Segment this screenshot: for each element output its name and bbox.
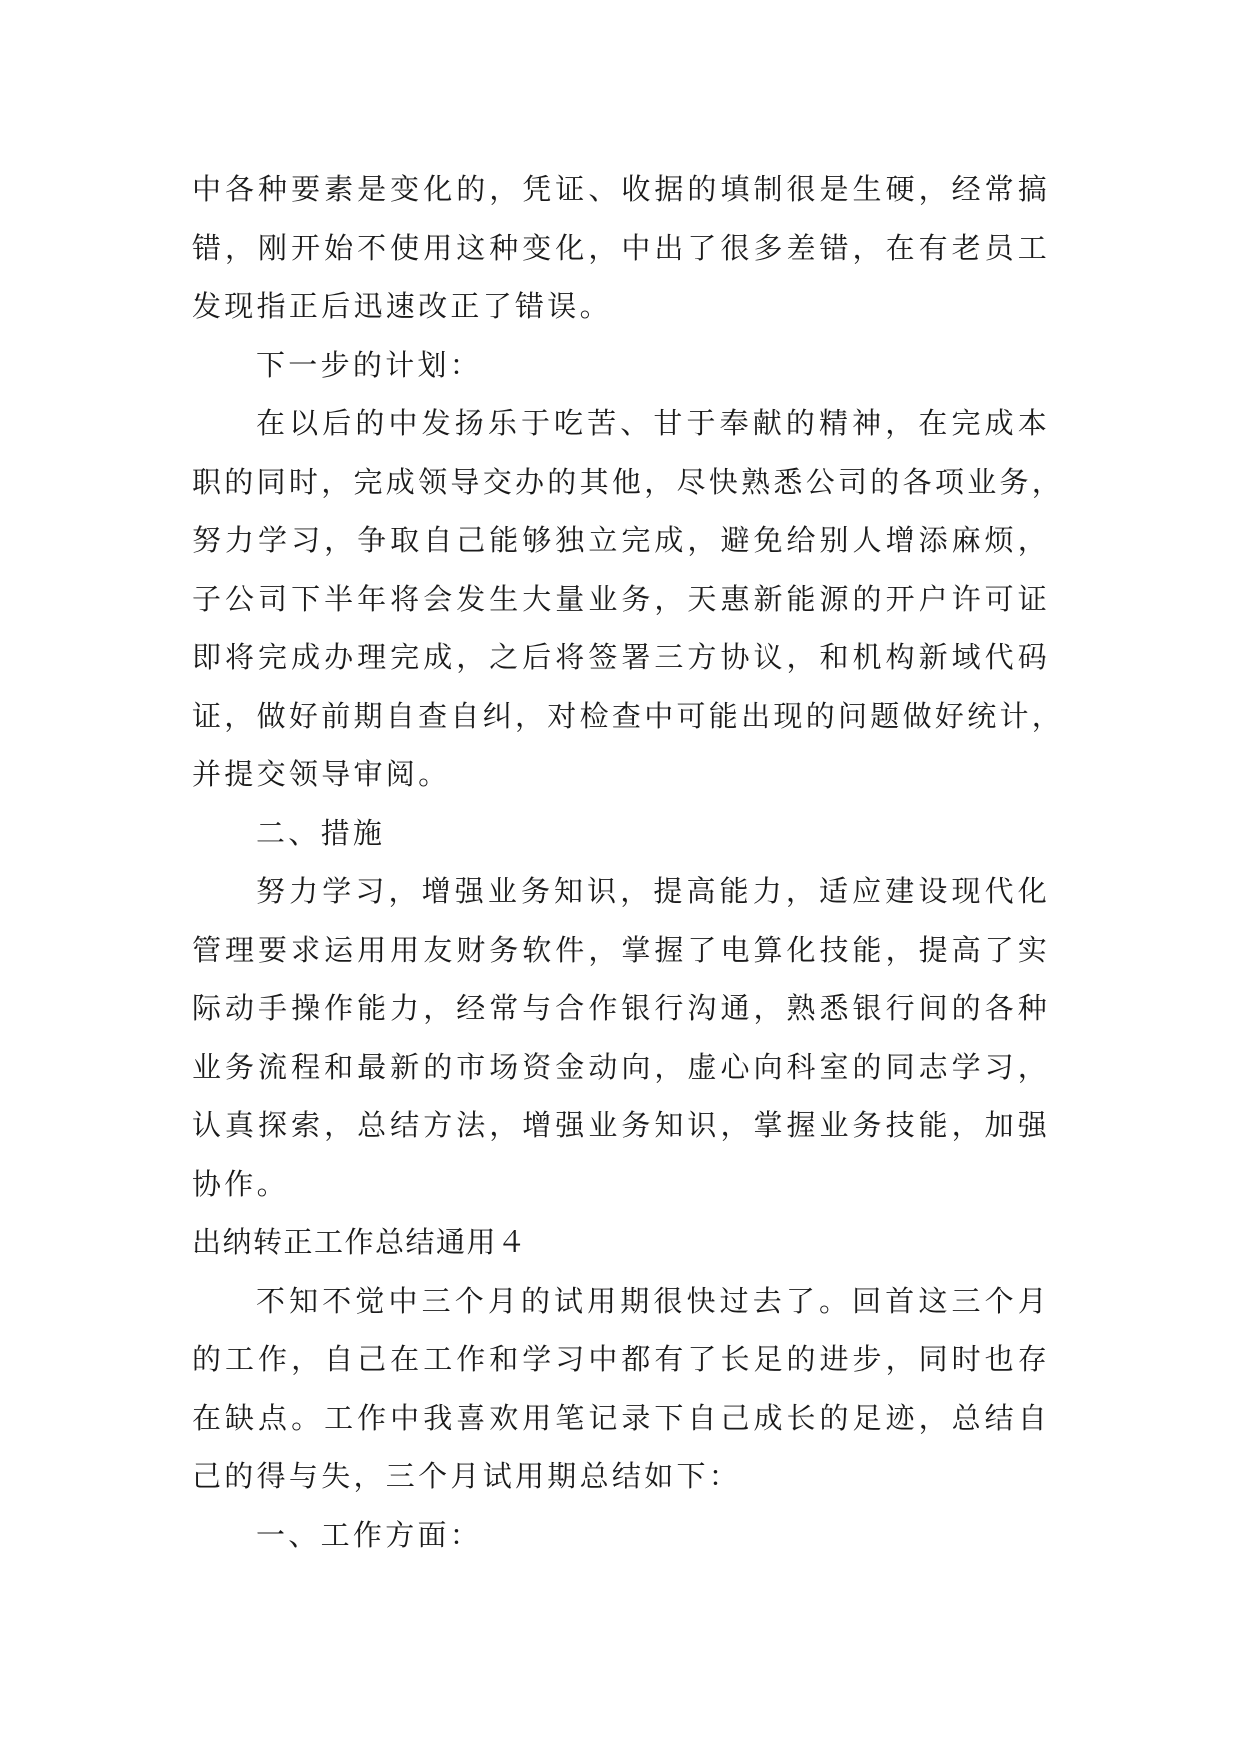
paragraph-line: 际动手操作能力，经常与合作银行沟通，熟悉银行间的各种: [192, 991, 1050, 1025]
section-heading-measures: 二、措施: [256, 815, 386, 850]
article-title: 出纳转正工作总结通用４: [192, 1225, 528, 1259]
section-heading-work: 一、工作方面：: [256, 1517, 483, 1552]
section-heading-next-plan: 下一步的计划：: [256, 347, 483, 382]
paragraph-line: 业务流程和最新的市场资金动向，虚心向科室的同志学习，: [192, 1049, 1050, 1084]
paragraph-line: 发现指正后迅速改正了错误。: [192, 289, 612, 323]
paragraph-line: 努力学习，增强业务知识，提高能力，适应建设现代化: [256, 874, 1050, 908]
paragraph-line: 己的得与失，三个月试用期总结如下：: [192, 1459, 742, 1493]
paragraph-line: 证，做好前期自查自纠，对检查中可能出现的问题做好统计，: [192, 698, 1065, 733]
paragraph-line: 努力学习，争取自己能够独立完成，避免给别人增添麻烦，: [192, 523, 1050, 557]
paragraph-line: 并提交领导审阅。: [192, 757, 451, 791]
paragraph-line: 在缺点。工作中我喜欢用笔记录下自己成长的足迹，总结自: [192, 1400, 1050, 1435]
paragraph-line: 协作。: [192, 1166, 289, 1201]
paragraph-line: 认真探索，总结方法，增强业务知识，掌握业务技能，加强: [192, 1108, 1050, 1142]
paragraph-line: 在以后的中发扬乐于吃苦、甘于奉献的精神，在完成本: [256, 406, 1050, 440]
paragraph-line: 的工作，自己在工作和学习中都有了长足的进步，同时也存: [192, 1342, 1050, 1376]
document-body: [192, 160, 1065, 1564]
paragraph-line: 错，刚开始不使用这种变化，中出了很多差错，在有老员工: [192, 230, 1050, 265]
paragraph-line: 不知不觉中三个月的试用期很快过去了。回首这三个月: [256, 1283, 1050, 1318]
paragraph-line: 子公司下半年将会发生大量业务，天惠新能源的开户许可证: [192, 581, 1050, 616]
paragraph-line: 即将完成办理完成，之后将签署三方协议，和机构新域代码: [192, 640, 1050, 674]
paragraph-line: 中各种要素是变化的，凭证、收据的填制很是生硬，经常搞: [192, 172, 1050, 206]
paragraph-line: 职的同时，完成领导交办的其他，尽快熟悉公司的各项业务，: [192, 464, 1065, 499]
paragraph-line: 管理要求运用用友财务软件，掌握了电算化技能，提高了实: [192, 932, 1050, 967]
